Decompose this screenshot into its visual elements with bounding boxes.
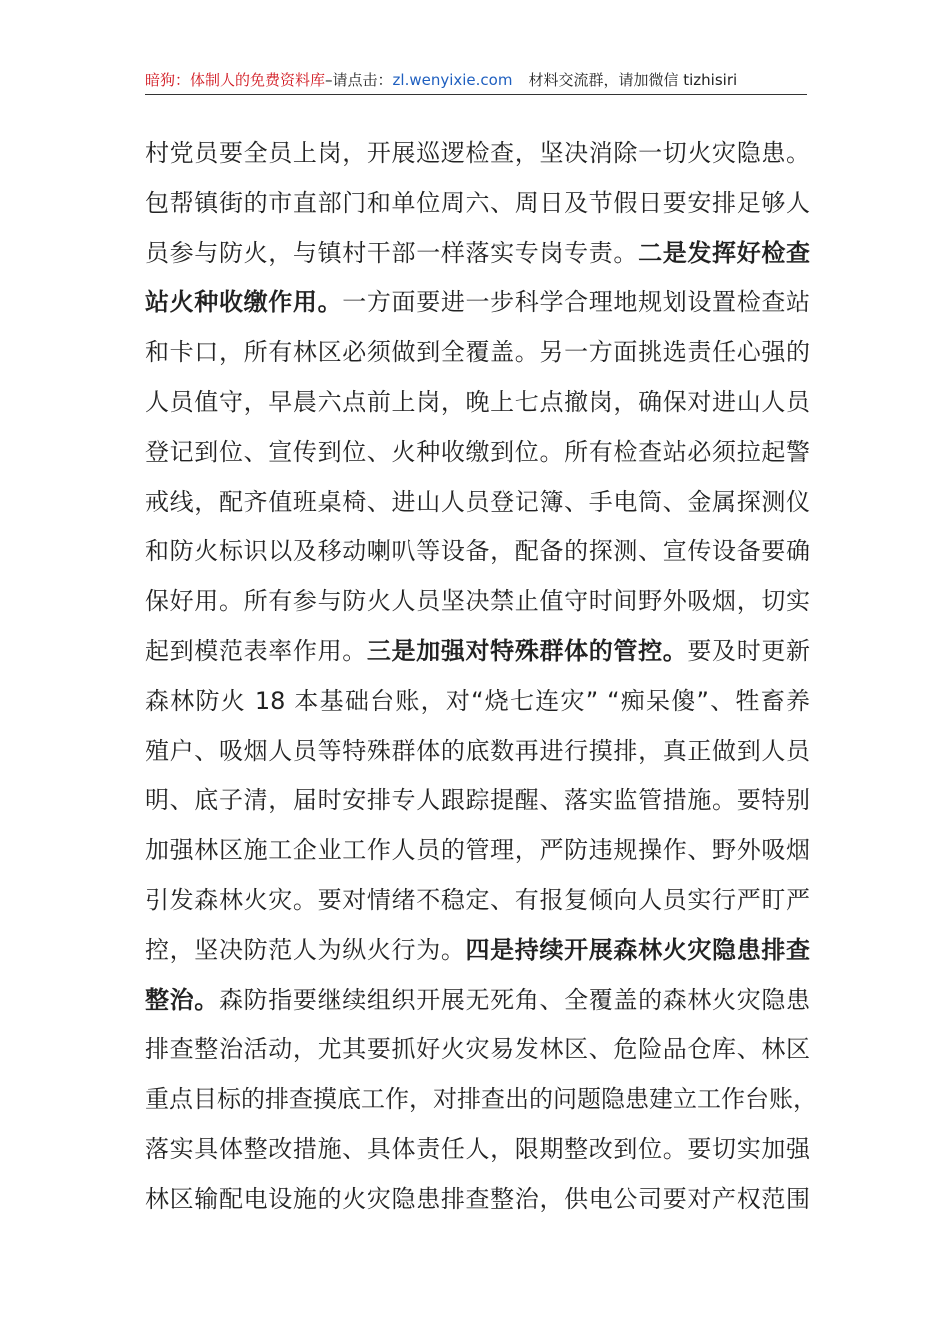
- line-text: 落实具体整改措施、具体责任人，限期整改到位。要切实加强: [145, 1134, 810, 1163]
- page-header: [145, 66, 807, 95]
- line-text: 村党员要全员上岗，开展巡逻检查，坚决消除一切火灾隐患。: [145, 139, 810, 167]
- text-line: [145, 527, 810, 577]
- text-line: [145, 627, 810, 677]
- line-text: 森防指要继续组织开展无死角、全覆盖的森林火灾隐患: [218, 985, 811, 1014]
- line-text: 林区输配电设施的火灾隐患排查整治，供电公司要对产权范围: [145, 1184, 810, 1213]
- text-line: [145, 876, 810, 926]
- line-text: 明、底子清，届时安排专人跟踪提醒、落实监管措施。要特别: [145, 786, 810, 815]
- line-text: 起到模范表率作用。: [145, 636, 367, 665]
- line-text: 引发森林火灾。要对情绪不稳定、有报复倾向人员实行严盯严: [145, 885, 810, 914]
- bold-heading-text: 整治。: [145, 985, 219, 1014]
- text-line: [145, 677, 810, 727]
- text-line: [145, 776, 810, 826]
- document-body: [145, 129, 817, 1225]
- header-wechat-note: 材料交流群，请加微信 tizhisiri: [528, 71, 738, 89]
- line-text: 员参与防火，与镇村干部一样落实专岗专责。: [145, 238, 639, 267]
- line-text: 包帮镇街的市直部门和单位周六、周日及节假日要安排足够人: [145, 188, 810, 217]
- header-url-link[interactable]: zl.wenyixie.com: [392, 71, 513, 89]
- text-line: [145, 378, 810, 428]
- text-line: [145, 328, 810, 378]
- header-site-name: 暗狗：体制人的免费资料库: [145, 71, 326, 89]
- line-text: 要及时更新: [687, 636, 811, 665]
- bold-heading-text: 三是加强对特殊群体的管控。: [366, 636, 688, 665]
- line-text: 和卡口，所有林区必须做到全覆盖。另一方面挑选责任心强的: [145, 338, 810, 367]
- header-click-prompt: –请点击：: [325, 71, 393, 89]
- text-line: [145, 278, 810, 328]
- line-text: 人员值守，早晨六点前上岗，晚上七点撤岗，确保对进山人员: [145, 387, 810, 416]
- text-line: [145, 129, 810, 179]
- line-text: 一方面要进一步科学合理地规划设置检查站: [342, 288, 811, 317]
- line-text: 殖户、吸烟人员等特殊群体的底数再进行摸排，真正做到人员: [145, 736, 810, 765]
- text-line: [145, 826, 810, 876]
- line-text: 保好用。所有参与防火人员坚决禁止值守时间野外吸烟，切实: [145, 587, 810, 616]
- text-line: [145, 727, 810, 777]
- bold-heading-text: 站火种收缴作用。: [145, 288, 343, 317]
- text-line: [145, 976, 810, 1026]
- line-text: 登记到位、宣传到位、火种收缴到位。所有检查站必须拉起警: [145, 437, 810, 466]
- line-text: 重点目标的排查摸底工作，对排查出的问题隐患建立工作台账，: [145, 1085, 817, 1114]
- line-text: 排查整治活动，尤其要抓好火灾易发林区、危险品仓库、林区: [145, 1035, 810, 1064]
- bold-heading-text: 二是发挥好检查: [638, 238, 811, 267]
- text-line: [145, 1175, 810, 1225]
- text-line: [145, 926, 810, 976]
- text-line: [145, 428, 810, 478]
- text-line: [145, 478, 810, 528]
- text-line: [145, 1125, 810, 1175]
- text-line: [145, 1025, 810, 1075]
- line-text: 加强林区施工企业工作人员的管理，严防违规操作、野外吸烟: [145, 836, 810, 865]
- text-line: [145, 229, 810, 279]
- line-text: 控，坚决防范人为纵火行为。: [145, 935, 466, 964]
- bold-heading-text: 四是持续开展森林火灾隐患排查: [465, 935, 810, 964]
- line-text: 森林防火 18 本基础台账，对“烧七连灾” “痴呆傻”、牲畜养: [145, 686, 810, 715]
- text-line: [145, 179, 810, 229]
- text-line: [145, 577, 810, 627]
- line-text: 和防火标识以及移动喇叭等设备，配备的探测、宣传设备要确: [145, 537, 810, 566]
- line-text: 戒线，配齐值班桌椅、进山人员登记簿、手电筒、金属探测仪: [145, 487, 810, 516]
- text-line: [145, 1075, 817, 1125]
